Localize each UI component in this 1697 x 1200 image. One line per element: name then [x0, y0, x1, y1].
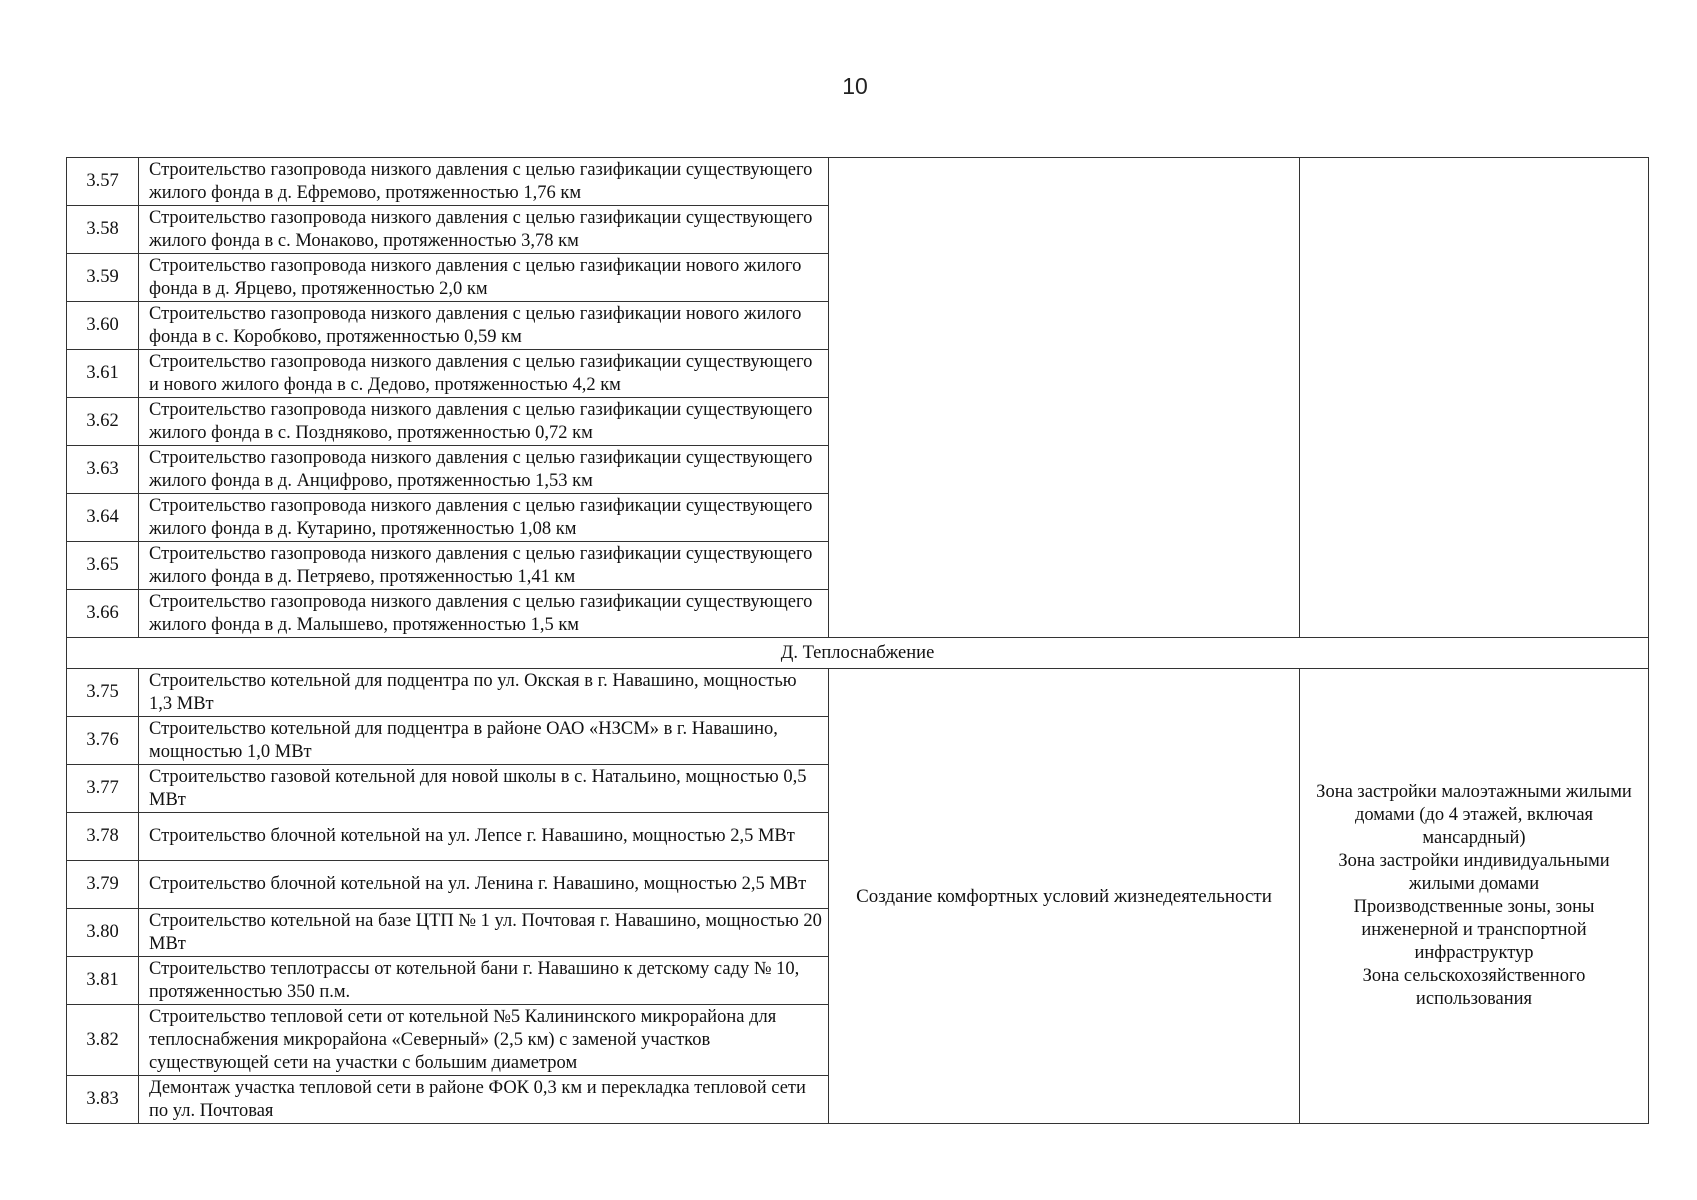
row-description: Строительство газовой котельной для новой школы в с. Натальино, мощностью 0,5 МВт — [139, 765, 829, 813]
page-number: 10 — [842, 73, 868, 99]
row-description: Строительство теплотрассы от котельной бани г. Навашино к детскому саду № 10, протяженностью 350 п.м. — [139, 957, 829, 1005]
heat-zones-cell — [1300, 669, 1649, 1124]
zone-item: Производственные зоны, зоны инженерной и транспортной инфраструктур — [1353, 897, 1595, 963]
row-description: Строительство газопровода низкого давления с целью газификации существующего жилого фонда в с. Монаково, протяженностью 3,78 км — [139, 206, 829, 254]
row-number: 3.80 — [67, 909, 139, 957]
row-number: 3.81 — [67, 957, 139, 1005]
zone-item: Зона сельскохозяйственного использования — [1362, 966, 1586, 1009]
row-number: 3.75 — [67, 669, 139, 717]
row-number: 3.58 — [67, 206, 139, 254]
row-number: 3.62 — [67, 398, 139, 446]
row-description: Строительство газопровода низкого давления с целью газификации существующего жилого фонда в д. Ефремово, протяженностью 1,76 км — [139, 158, 829, 206]
row-description: Строительство газопровода низкого давления с целью газификации нового жилого фонда в д. Ярцево, протяженностью 2,0 км — [139, 254, 829, 302]
gas-goal-cell — [829, 158, 1300, 638]
row-description: Строительство котельной на базе ЦТП № 1 ул. Почтовая г. Навашино, мощностью 20 МВт — [139, 909, 829, 957]
row-number: 3.79 — [67, 861, 139, 909]
row-number: 3.65 — [67, 542, 139, 590]
row-description: Строительство тепловой сети от котельной №5 Калининского микрорайона для теплоснабжения микрорайона «Северный» (2,5 км) с заменой участков существующей сети на участки с большим диаметром — [139, 1005, 829, 1076]
row-number: 3.60 — [67, 302, 139, 350]
row-description: Строительство газопровода низкого давления с целью газификации существующего жилого фонда в д. Малышево, протяженностью 1,5 км — [139, 590, 829, 638]
table-row — [67, 669, 1649, 717]
measures-table — [66, 157, 1649, 1124]
row-number: 3.78 — [67, 813, 139, 861]
row-description: Строительство газопровода низкого давления с целью газификации существующего жилого фонда в д. Петряево, протяженностью 1,41 км — [139, 542, 829, 590]
row-description: Строительство газопровода низкого давления с целью газификации существующего жилого фонда в с. Поздняково, протяженностью 0,72 км — [139, 398, 829, 446]
heat-goal-cell: Создание комфортных условий жизнедеятельности — [829, 669, 1300, 1124]
row-number: 3.76 — [67, 717, 139, 765]
row-number: 3.83 — [67, 1076, 139, 1124]
row-number: 3.64 — [67, 494, 139, 542]
row-description: Строительство газопровода низкого давления с целью газификации существующего жилого фонда в д. Кутарино, протяженностью 1,08 км — [139, 494, 829, 542]
row-description: Строительство блочной котельной на ул. Ленина г. Навашино, мощностью 2,5 МВт — [139, 861, 829, 909]
row-description: Строительство газопровода низкого давления с целью газификации нового жилого фонда в с. Коробково, протяженностью 0,59 км — [139, 302, 829, 350]
zone-item: Зона застройки малоэтажными жилыми домами (до 4 этажей, включая мансардный) — [1316, 782, 1632, 848]
zone-item: Зона застройки индивидуальными жилыми домами — [1338, 851, 1610, 894]
row-number: 3.66 — [67, 590, 139, 638]
row-description: Строительство котельной для подцентра по ул. Окская в г. Навашино, мощностью 1,3 МВт — [139, 669, 829, 717]
row-description: Строительство газопровода низкого давления с целью газификации существующего жилого фонда в д. Анцифрово, протяженностью 1,53 км — [139, 446, 829, 494]
gas-zones-cell — [1300, 158, 1649, 638]
section-header-row — [67, 638, 1649, 669]
row-number: 3.77 — [67, 765, 139, 813]
row-description: Строительство газопровода низкого давления с целью газификации существующего и нового жилого фонда в с. Дедово, протяженностью 4,2 км — [139, 350, 829, 398]
row-number: 3.57 — [67, 158, 139, 206]
row-number: 3.82 — [67, 1005, 139, 1076]
row-description: Строительство котельной для подцентра в районе ОАО «НЗСМ» в г. Навашино, мощностью 1,0 МВт — [139, 717, 829, 765]
row-number: 3.63 — [67, 446, 139, 494]
row-description: Демонтаж участка тепловой сети в районе ФОК 0,3 км и перекладка тепловой сети по ул. Почтовая — [139, 1076, 829, 1124]
section-title: Д. Теплоснабжение — [67, 638, 1649, 669]
row-number: 3.59 — [67, 254, 139, 302]
table-row — [67, 158, 1649, 206]
row-description: Строительство блочной котельной на ул. Лепсе г. Навашино, мощностью 2,5 МВт — [139, 813, 829, 861]
row-number: 3.61 — [67, 350, 139, 398]
